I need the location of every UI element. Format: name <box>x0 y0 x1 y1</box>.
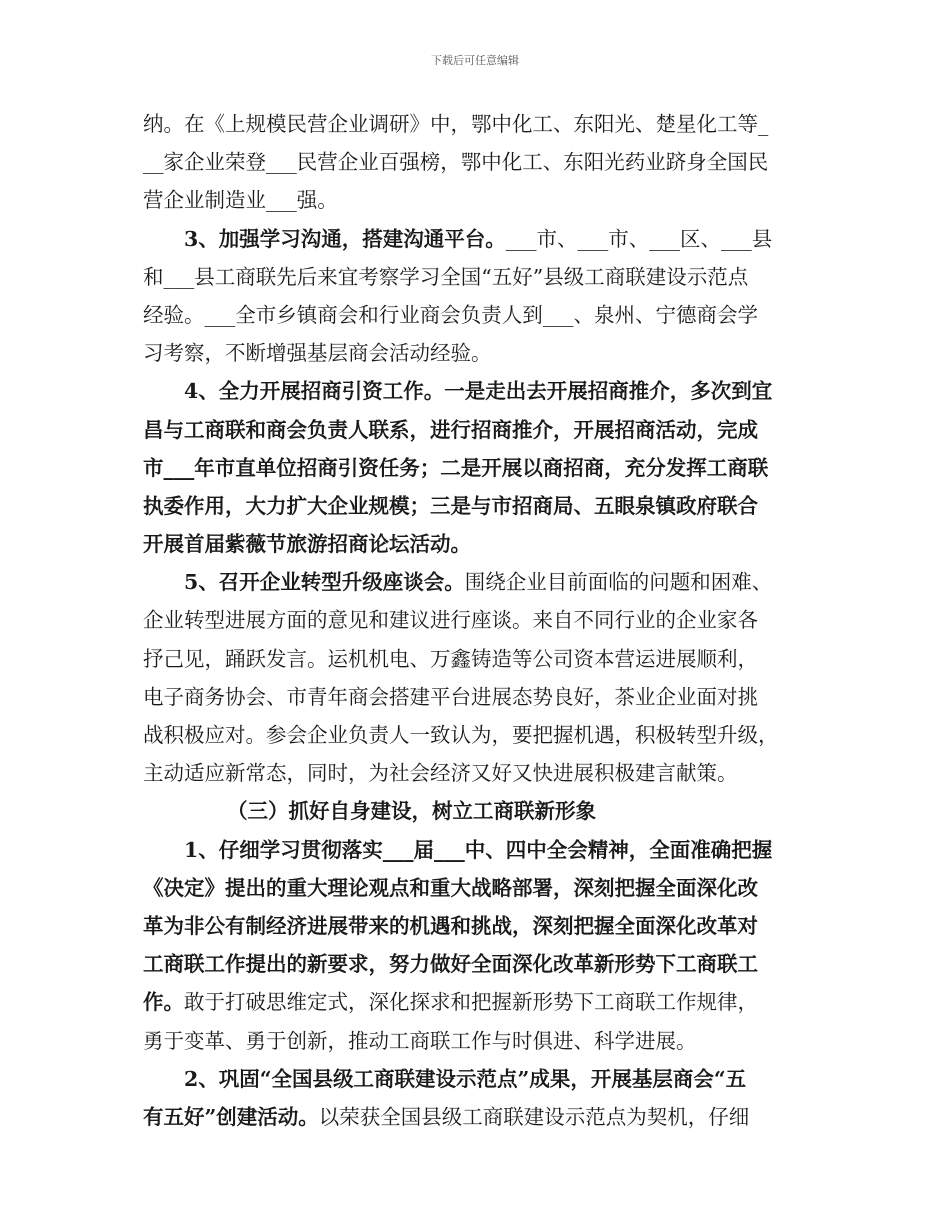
text-line <box>143 411 826 449</box>
text-line <box>143 487 826 525</box>
text-line <box>143 754 826 792</box>
bold-text: 4、全力开展招商引资工作。一是走出去开展招商推介，多次到宜 <box>184 379 773 404</box>
bold-text: 1、仔细学习贯彻落实___届___中、四中全会精神，全面准确把握 <box>184 837 773 862</box>
plain-text: 营企业制造业___强。 <box>143 188 338 213</box>
text-line <box>143 143 826 181</box>
text-line <box>143 678 826 716</box>
plain-text: 抒己见，踊跃发言。运机机电、万鑫铸造等公司资本营运进展顺利， <box>143 646 758 671</box>
text-line <box>143 525 826 563</box>
bold-text: 工商联工作提出的新要求，努力做好全面深化改革新形势下工商联工 <box>143 952 758 977</box>
bold-text: 开展首届紫薇节旅游招商论坛活动。 <box>143 532 471 557</box>
bold-text: 2、巩固“全国县级工商联建设示范点”成果，开展基层商会“五 <box>184 1066 747 1091</box>
bold-text: 革为非公有制经济进展带来的机遇和挑战，深刻把握全面深化改革对 <box>143 913 758 938</box>
text-line <box>143 1098 826 1136</box>
text-line <box>143 945 826 983</box>
text-line <box>143 716 826 754</box>
text-line <box>143 181 826 219</box>
plain-text: 电子商务协会、市青年商会搭建平台进展态势良好，茶业企业面对挑 <box>143 684 758 709</box>
bold-text: 5、召开企业转型升级座谈会。 <box>184 570 465 595</box>
text-line <box>143 831 826 869</box>
text-line <box>143 869 826 907</box>
plain-text: __家企业荣登___民营企业百强榜，鄂中化工、东阳光药业跻身全国民 <box>143 150 769 175</box>
text-line <box>143 640 826 678</box>
text-line <box>143 601 826 639</box>
text-line <box>143 563 826 601</box>
plain-text: 经验。___全市乡镇商会和行业商会负责人到___、泉州、宁德商会学 <box>143 302 758 327</box>
text-line <box>143 907 826 945</box>
plain-text: 勇于变革、勇于创新，推动工商联工作与时俱进、科学进展。 <box>143 1028 697 1053</box>
bold-text: 昌与工商联和商会负责人联系，进行招商推介，开展招商活动，完成 <box>143 417 758 442</box>
plain-text: 围绕企业目前面临的问题和困难、 <box>464 570 773 595</box>
plain-text: 纳。在《上规模民营企业调研》中，鄂中化工、东阳光、楚星化工等_ <box>143 112 769 136</box>
plain-text: 敢于打破思维定式，深化探求和把握新形势下工商联工作规律， <box>184 990 758 1015</box>
page-header: 下载后可任意编辑 <box>431 54 519 67</box>
text-line <box>143 449 826 487</box>
text-line <box>143 1022 826 1060</box>
text-line <box>143 334 826 372</box>
text-line <box>143 372 826 410</box>
text-line <box>143 105 826 143</box>
text-line <box>143 258 826 296</box>
plain-text: 和___县工商联先后来宜考察学习全国“五好”县级工商联建设示范点 <box>143 264 749 289</box>
text-line <box>143 1060 826 1098</box>
plain-text: 主动适应新常态，同时，为社会经济又好又快进展积极建言献策。 <box>143 761 738 786</box>
bold-text: 作。 <box>143 990 184 1015</box>
bold-text: 3、加强学习沟通，搭建沟通平台。 <box>184 226 506 251</box>
bold-text: 市___年市直单位招商引资任务；二是开展以商招商，充分发挥工商联 <box>143 455 769 480</box>
plain-text: 习考察，不断增强基层商会活动经验。 <box>143 341 492 366</box>
bold-text: 《决定》提出的重大理论观点和重大战略部署，深刻把握全面深化改 <box>143 875 758 900</box>
bold-text: 有五好”创建活动。 <box>143 1104 319 1129</box>
plain-text: 战积极应对。参会企业负责人一致认为，要把握机遇，积极转型升级， <box>143 723 779 747</box>
bold-text: 执委作用，大力扩大企业规模；三是与市招商局、五眼泉镇政府联合 <box>143 493 758 518</box>
bold-text: （三）抓好自身建设，树立工商联新形象 <box>227 799 596 824</box>
plain-text: 以荣获全国县级工商联建设示范点为契机，仔细 <box>318 1104 750 1129</box>
text-line <box>143 792 826 830</box>
text-line <box>143 296 826 334</box>
text-line <box>143 983 826 1021</box>
plain-text: ___市、___市、___区、___县 <box>505 226 773 251</box>
text-line <box>143 220 826 258</box>
document-body <box>143 105 826 1136</box>
plain-text: 企业转型进展方面的意见和建议进行座谈。来自不同行业的企业家各 <box>143 608 758 633</box>
